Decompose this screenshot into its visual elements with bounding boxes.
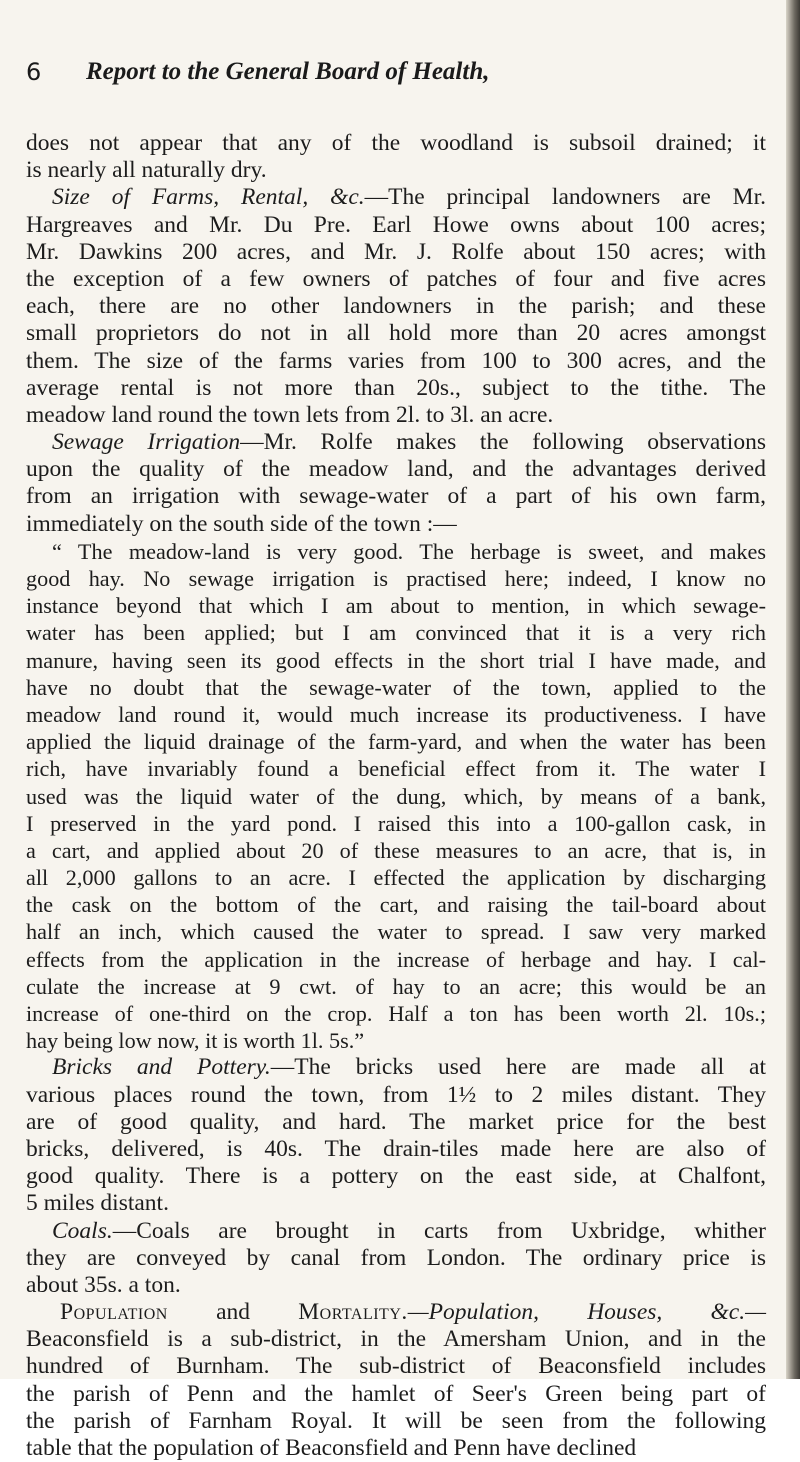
text-line: the parish of Penn and the hamlet of Seer's Green being part of xyxy=(26,1380,766,1407)
paragraph-bricks xyxy=(26,1054,766,1081)
section-subhead: —Population, Houses, &c.— xyxy=(407,1299,766,1326)
text-line: 5 miles distant. xyxy=(26,1190,169,1217)
quote-line: effects from the application in the increase of herbage and hay. I cal- xyxy=(26,946,766,972)
section-heading: Bricks and Pottery. xyxy=(52,1054,271,1081)
body-text xyxy=(26,130,766,1462)
text-line: Beaconsfield is a sub-district, in the Amersham Union, and in the xyxy=(26,1326,766,1353)
heading-conjunction: and xyxy=(167,1299,299,1326)
page-header xyxy=(26,58,766,98)
section-heading: Size of Farms, Rental, &c. xyxy=(52,184,365,211)
text-line: average rental is not more than 20s., subject to the tithe. The xyxy=(26,374,766,401)
section-lead: —The principal landowners are Mr. xyxy=(364,184,766,211)
quote-line: I preserved in the yard pond. I raised this into a 100-gallon cask, in xyxy=(26,810,766,836)
page-number: 6 xyxy=(26,58,42,86)
section-heading: Coals. xyxy=(52,1217,113,1244)
text-line: upon the quality of the meadow land, and the advantages derived xyxy=(26,456,766,483)
section-lead: —Mr. Rolfe makes the following observations xyxy=(240,429,766,456)
quote-line: increase of one-third on the crop. Half a ton has been worth 2l. 10s.; xyxy=(26,1001,766,1026)
text-line: small proprietors do not in all hold more than 20 acres amongst xyxy=(26,320,766,347)
quote-line: rich, have invariably found a beneficial effect from it. The water I xyxy=(26,756,766,782)
section-lead: —Coals are brought in carts from Uxbridge, whither xyxy=(112,1217,766,1244)
text-line: good quality. There is a pottery on the east side, at Chalfont, xyxy=(26,1163,766,1190)
text-line: various places round the town, from 1½ to 2 miles distant. They xyxy=(26,1081,766,1108)
text-line: table that the population of Beaconsfield and Penn have declined xyxy=(26,1435,637,1461)
text-line: from an irrigation with sewage-water of a part of his own farm, xyxy=(26,483,766,510)
text-line: is nearly all naturally dry. xyxy=(26,157,267,184)
quote-open-line: “ The meadow-land is very good. The herbage is sweet, and makes xyxy=(52,538,766,564)
text-line: meadow land round the town lets from 2l. to 3l. an acre. xyxy=(26,401,554,428)
quote-line: hay being low now, it is worth 1l. 5s.” xyxy=(26,1028,365,1054)
text-line: are of good quality, and hard. The market price for the best xyxy=(26,1108,766,1135)
section-heading: Population xyxy=(60,1299,168,1326)
quote-line: water has been applied; but I am convinced that it is a very rich xyxy=(26,620,766,646)
quote-line: have no doubt that the sewage-water of the town, applied to the xyxy=(26,674,766,700)
text-line: about 35s. a ton. xyxy=(26,1271,181,1298)
text-line: Hargreaves and Mr. Du Pre. Earl Howe owns about 100 acres; xyxy=(26,211,766,238)
text-line: immediately on the south side of the town :— xyxy=(26,510,457,537)
paragraph-sewage xyxy=(26,429,766,456)
quote-line: applied the liquid drainage of the farm-yard, and when the water has been xyxy=(26,729,766,755)
text-line: bricks, delivered, is 40s. The drain-tiles made here are also of xyxy=(26,1135,766,1162)
text-line: they are conveyed by canal from London. The ordinary price is xyxy=(26,1244,766,1271)
text-line: them. The size of the farms varies from 100 to 300 acres, and the xyxy=(26,347,766,374)
section-heading: Mortality. xyxy=(298,1299,408,1326)
text-line: Mr. Dawkins 200 acres, and Mr. J. Rolfe about 150 acres; with xyxy=(26,238,766,265)
running-title: Report to the General Board of Health, xyxy=(86,58,490,85)
text-line: hundred of Burnham. The sub-district of Beaconsfield includes xyxy=(26,1353,766,1380)
text-line: each, there are no other landowners in the parish; and these xyxy=(26,293,766,320)
quote-line: used was the liquid water of the dung, which, by means of a bank, xyxy=(26,783,766,809)
quote-line: good hay. No sewage irrigation is practised here; indeed, I know no xyxy=(26,566,766,591)
quote-line: a cart, and applied about 20 of these measures to an acre, that is, in xyxy=(26,837,766,863)
paragraph-population xyxy=(26,1299,766,1326)
text-line: does not appear that any of the woodland is subsoil drained; it xyxy=(26,130,766,156)
paragraph-coals xyxy=(26,1218,766,1245)
quote-line: all 2,000 gallons to an acre. I effected the application by discharging xyxy=(26,865,766,891)
paragraph-farms xyxy=(26,184,766,211)
section-lead: —The bricks used here are made all at xyxy=(270,1054,766,1081)
text-line: the exception of a few owners of patches of four and five acres xyxy=(26,265,766,292)
section-heading: Sewage Irrigation xyxy=(52,429,241,456)
quote-line: meadow land round it, would much increase its productiveness. I have xyxy=(26,701,766,727)
quote-line: half an inch, which caused the water to spread. I saw very marked xyxy=(26,919,766,945)
quote-line: instance beyond that which I am about to mention, in which sewage- xyxy=(26,593,766,619)
quote-line: culate the increase at 9 cwt. of hay to an acre; this would be an xyxy=(26,973,766,999)
quote-line: manure, having seen its good effects in the short trial I have made, and xyxy=(26,647,766,673)
text-line: the parish of Farnham Royal. It will be seen from the following xyxy=(26,1407,766,1434)
quote-line: the cask on the bottom of the cart, and raising the tail-board about xyxy=(26,892,766,918)
